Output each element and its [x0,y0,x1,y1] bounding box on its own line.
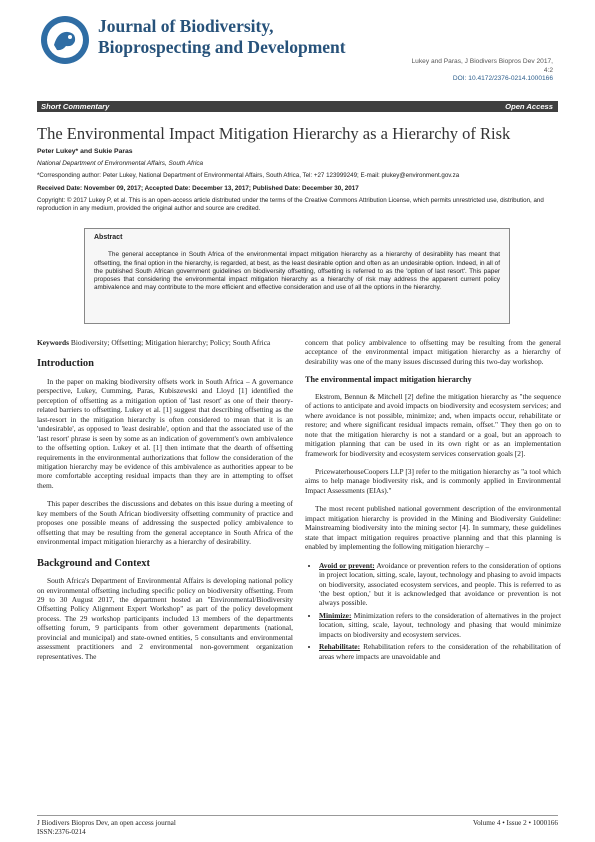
paragraph: Ekstrom, Bennun & Mitchell [2] define the mitigation hierarchy as "the sequence of actions to anticipate and avoid impacts on biodiversity and ecosystem services; and where avoidance is not possible, minimize; and, when impacts occur, rehabilitate or restore; and where significant residual impacts remain, offset." They then go on to note that the mitigation hierarchy is not a standard or a goal, but an approach to mitigation planning that can be used in its own right or as an implementation framework for biodiversity and ecosystem services conservation goals [2]. [305,391,561,458]
list-text: Minimization refers to the consideration of alternatives in the project location, sitting, scale, layout, technology and phasing that would minimize impacts on biodiversity and ecosystem services. [319,610,561,639]
background-heading: Background and Context [37,557,150,569]
journal-title-line1: Journal of Biodiversity, [98,16,274,36]
right-column [305,338,561,664]
list-term: Avoid or prevent: [319,560,375,570]
article-type: Short Commentary [41,102,110,111]
list-term: Rehabilitate: [319,642,361,652]
footer-divider [37,815,558,816]
mitigation-hierarchy-heading: The environmental impact mitigation hierarchy [305,375,472,385]
footer-left [37,819,176,838]
paragraph: PricewaterhouseCoopers LLP [3] refer to the mitigation hierarchy as "a tool which aims to help manage biodiversity risk, and is commonly applied in Environmental Impact Assessments (EIAs)." [305,466,561,495]
paragraph: The most recent published national government description of the environmental impact mitigation hierarchy is provided in the Mining and Biodiversity Guideline: Mainstreaming biodiversity into the mining sector [4]. In summary, these guidelines state that impact mitigation requires proactive planning and that this planning is enabled by implementing the following mitigation hierarchy – [305,504,561,552]
footer-issn: ISSN:2376-0214 [37,828,86,837]
mitigation-list [305,561,561,662]
paragraph: In the paper on making biodiversity offsets work in South Africa – A governance perspective, Lukey, Cumming, Paras, Kubiszewski and Lloyd [1] identified the perception of offsetting as a mitigation option of 'last resort' as one of their theory-related barriers to offsetting. Lukey et al. [1] suggest that describing offsetting as the last-resort in the mitigation hierarchy is often considered to mean that it is an 'undesirable', as opposed to 'least desirable', option and that the associated use of the 'last resort' phrase is seen by some as an indication of government's own ambivalence to the offsetting option. Lukey et al. [1] then intimate that the dearth of offsetting requirements in the environmental authorizations that follow the consideration of the mitigation hierarchy may be evidence of this ambivalence as authorities appear to be more comfortable accepting residual impacts than they are in attempting to offset them. [37,376,293,490]
list-text: Rehabilitation refers to the consideration of the rehabilitation of areas where impacts are unavoidable and [319,642,561,661]
abstract-text: The general acceptance in South Africa of the environmental impact mitigation hierarchy as a hierarchy of desirability has meant that offsetting, the final option in the hierarchy, is regarded, at best, as the least desirable option and often as an undesirable option. Indeed, in all of the published South African government guidelines on biodiversity offsetting, offsetting is referred to as the 'option of last resort'. This paper proposes that considering the environmental impact mitigation hierarchy as a hierarchy of risk may address the apparent current policy ambivalence and may contribute to the more efficient and effective consideration and use of all the options in the hierarchy. [94,251,500,292]
open-access-label: Open Access [505,102,553,111]
list-text: Avoidance or prevention refers to the consideration of options in project location, sitting, scale, layout, technology and phasing to avoid impacts on biodiversity, associated ecosystem services, and people. This is referred to as 'the best option,' but it is acknowledged that avoidance or prevention is not always possible. [319,560,561,608]
list-item [319,611,561,639]
paragraph: South Africa's Department of Environmental Affairs is developing national policy on environmental offsetting including specific policy on biodiversity offsetting. From 29 to 30 August 2017, the department hosted an "Environmental/Biodiversity Offsetting Policy Alignment Expert Workshop" as part of the policy development process. The 29 workshop participants included 13 members of the departments offsetting forum, 9 participants from other government departments (national, provincial and municipal) and state-owned entities, 5 consultants and environmental assessment practitioners and 2 environmental non-government organization representatives. The [37,576,293,661]
copyright-notice: Copyright: © 2017 Lukey P, et al. This is an open-access article distributed under the terms of the Creative Commons Attribution License, which permits unrestricted use, distribution, and reproduction in any medium, provided the original author and source are credited. [37,197,544,212]
keywords-label: Keywords [37,338,70,347]
introduction-heading: Introduction [37,358,94,370]
citation-issue: 4:2 [543,66,553,74]
left-column [37,338,293,670]
list-term: Minimize: [319,610,352,620]
doi-link[interactable]: DOI: 10.4172/2376-0214.1000166 [452,75,553,83]
article-dates: Received Date: November 09, 2017; Accepted Date: December 13, 2017; Published Date: December 30, 2017 [37,185,359,192]
paragraph: concern that policy ambivalence to offsetting may be resulting from the general acceptance of the environmental impact mitigation hierarchy as a hierarchy of desirability was one of the many issues discussed during this two-day workshop. [305,338,561,366]
footer-journal: J Biodivers Biopros Dev, an open access journal [37,819,176,827]
journal-logo [40,15,90,65]
abstract-heading: Abstract [94,234,123,241]
citation-block [412,58,553,84]
keywords [37,338,293,347]
list-item [319,561,561,608]
article-type-banner [37,101,558,112]
paragraph: This paper describes the discussions and debates on this issue during a meeting of key members of the South African biodiversity offsetting community of practice and proposes one possible means of addressing the suspected policy ambivalence to offsetting that may be resulting from the general acceptance in South Africa of the environmental impact mitigation hierarchy as a hierarchy of desirability. [37,499,293,547]
affiliation: National Department of Environmental Affairs, South Africa [37,160,204,167]
list-item [319,642,561,661]
article-title: The Environmental Impact Mitigation Hierarchy as a Hierarchy of Risk [37,124,511,143]
journal-title [98,16,346,58]
footer-volume: Volume 4 • Issue 2 • 1000166 [472,819,558,827]
journal-title-line2: Bioprospecting and Development [98,37,346,57]
abstract-box [84,228,510,324]
corresponding-author: *Corresponding author: Peter Lukey, National Department of Environmental Affairs, South Africa, Tel: +27 123999249; E-mail: plukey@environment.gov.za [37,172,460,179]
citation: Lukey and Paras, J Biodivers Biopros Dev 2017, [411,58,553,65]
keywords-list: Biodiversity; Offsetting; Mitigation hierarchy; Policy; South Africa [70,338,271,347]
authors: Peter Lukey* and Sukie Paras [37,148,133,155]
